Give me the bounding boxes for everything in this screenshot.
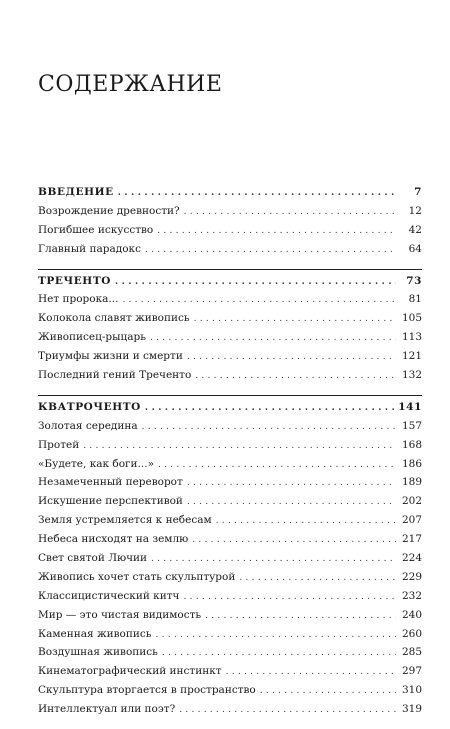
toc-section [38,183,422,259]
toc-entry[interactable] [38,417,422,436]
table-of-contents [38,183,422,729]
toc-entry[interactable] [38,347,422,366]
leader-dots [187,347,396,367]
leader-dots [216,511,396,531]
leader-dots [184,202,396,222]
toc-entry-title: Интеллектуал или поэт? [38,703,176,716]
toc-entry-title: Колокола славят живопись [38,312,190,325]
leader-dots [226,662,396,682]
toc-page-number: 297 [401,665,422,678]
toc-entry-title: Погибшее искусство [38,223,154,236]
toc-page-number: 113 [401,331,422,344]
toc-entry-title: Незамеченный переворот [38,476,183,489]
leader-dots [145,398,394,418]
toc-entry-title: Земля устремляется к небесам [38,514,212,527]
toc-entry[interactable] [38,568,422,587]
toc-entry[interactable] [38,436,422,455]
toc-page-number: 132 [401,369,422,382]
toc-section [38,395,422,719]
toc-entry-title: Мир — это чистая видимость [38,608,202,621]
toc-page-number: 121 [401,350,422,363]
leader-dots [122,290,396,310]
toc-page-number: 310 [401,684,422,697]
leader-dots [184,587,397,607]
toc-entry-title: Золотая середина [38,419,138,432]
section-divider [38,395,422,396]
toc-entry-title: Кинематографический инстинкт [38,665,222,678]
leader-dots [260,681,396,701]
toc-page-number: 229 [401,570,422,583]
toc-entry-title: Живописец-рыцарь [38,331,146,344]
toc-entry[interactable] [38,328,422,347]
toc-entry[interactable] [38,290,422,309]
toc-page-number: 7 [414,186,422,198]
toc-entry-title: Классицистический китч [38,589,180,602]
toc-entry[interactable] [38,492,422,511]
toc-page-number: 224 [401,552,422,565]
toc-page-number: 157 [401,419,422,432]
leader-dots [155,625,396,645]
leader-dots [151,549,396,569]
toc-section-heading[interactable] [38,398,422,417]
toc-page-number: 64 [408,242,422,255]
toc-page-number: 42 [408,223,422,236]
toc-entry[interactable] [38,549,422,568]
leader-dots [118,183,396,203]
toc-entry-title: ВВЕДЕНИЕ [38,186,114,198]
toc-entry-title: Каменная живопись [38,627,152,640]
leader-dots [158,455,396,475]
toc-section-heading[interactable] [38,183,422,202]
leader-dots [162,643,396,663]
toc-entry[interactable] [38,221,422,240]
toc-page-number: 168 [401,438,422,451]
toc-entry-title: Главный парадокс [38,242,141,255]
leader-dots [157,221,396,241]
toc-page-number: 260 [401,627,422,640]
toc-entry-title: КВАТРОЧЕНТО [38,400,141,413]
toc-entry[interactable] [38,309,422,328]
toc-page-number: 202 [401,495,422,508]
toc-entry-title: Скульптура вторгается в пространство [38,684,256,697]
toc-page-number: 240 [401,608,422,621]
toc-entry-title: Возрождение древности? [38,204,180,217]
toc-entry-title: Триумфы жизни и смерти [38,350,183,363]
toc-entry[interactable] [38,700,422,719]
leader-dots [83,436,396,456]
toc-page-number: 207 [401,514,422,527]
toc-entry-title: Живопись хочет стать скульптурой [38,570,236,583]
toc-entry-title: Свет святой Лючии [38,552,148,565]
toc-entry-title: Небеса нисходят на землю [38,533,189,546]
toc-entry[interactable] [38,662,422,681]
toc-entry[interactable] [38,473,422,492]
leader-dots [205,606,396,626]
leader-dots [187,492,396,512]
toc-page-number: 232 [401,589,422,602]
leader-dots [192,530,396,550]
toc-page-number: 105 [401,312,422,325]
toc-entry[interactable] [38,366,422,385]
toc-entry-title: Воздушная живопись [38,646,158,659]
leader-dots [195,366,396,386]
leader-dots [194,309,396,329]
leader-dots [179,700,396,720]
toc-entry[interactable] [38,606,422,625]
toc-entry[interactable] [38,455,422,474]
toc-page-number: 189 [401,476,422,489]
toc-entry[interactable] [38,625,422,644]
toc-entry[interactable] [38,587,422,606]
toc-entry-title: Протей [38,438,80,451]
toc-entry-title: «Будете, как боги...» [38,457,154,470]
toc-page-number: 285 [401,646,422,659]
toc-page-number: 81 [408,293,422,306]
leader-dots [115,272,396,292]
leader-dots [142,417,396,437]
toc-entry-title: ТРЕЧЕНТО [38,274,111,287]
toc-entry-title: Искушение перспективой [38,495,183,508]
leader-dots [239,568,396,588]
toc-entry[interactable] [38,511,422,530]
leader-dots [145,240,396,260]
toc-section-heading[interactable] [38,272,422,291]
section-divider [38,269,422,270]
toc-section [38,269,422,385]
toc-page-number: 73 [406,274,422,287]
leader-dots [187,473,396,493]
toc-entry-title: Нет пророка... [38,293,119,306]
toc-entry[interactable] [38,530,422,549]
toc-entry-title: Последний гений Треченто [38,369,192,382]
leader-dots [150,328,396,348]
toc-page-number: 217 [401,533,422,546]
page-title: СОДЕРЖАНИЕ [38,72,223,97]
toc-page-number: 319 [401,703,422,716]
toc-entry[interactable] [38,240,422,259]
toc-page-number: 186 [401,457,422,470]
toc-entry[interactable] [38,202,422,221]
toc-entry[interactable] [38,681,422,700]
toc-page-number: 141 [398,400,422,413]
toc-page-number: 12 [408,204,422,217]
